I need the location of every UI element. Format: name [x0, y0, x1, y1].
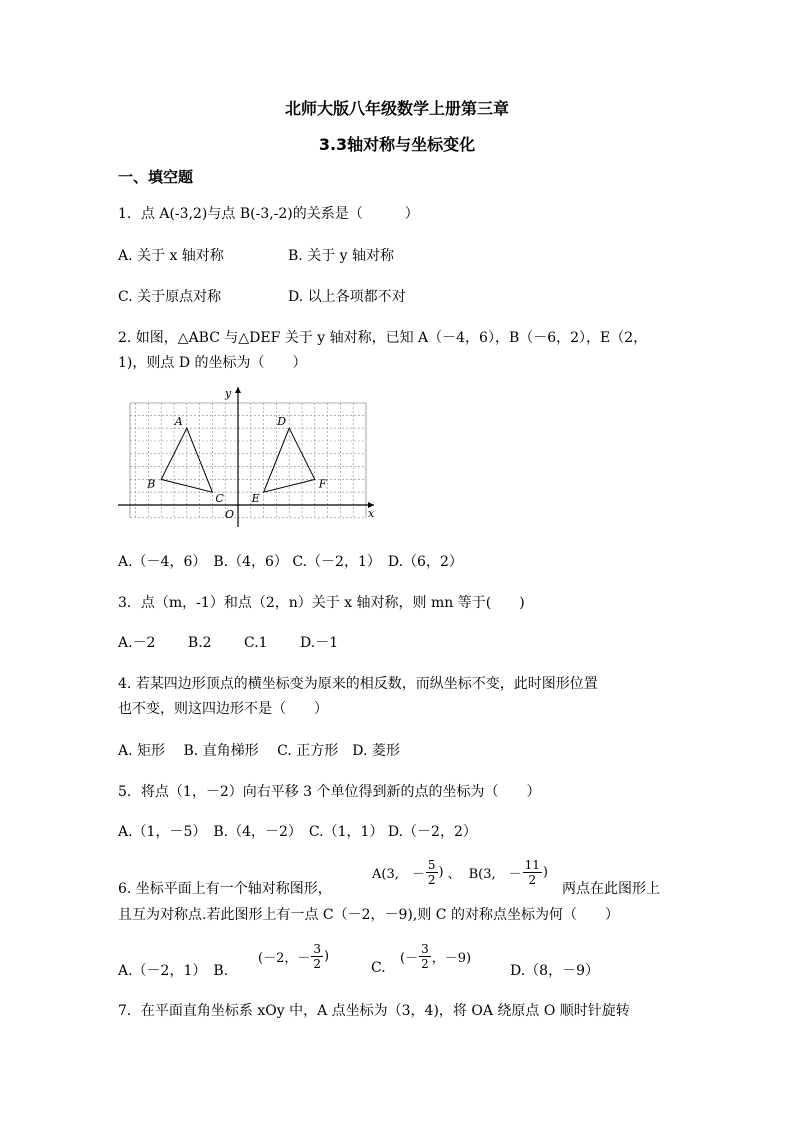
document-subtitle: 3.3轴对称与坐标变化: [318, 135, 476, 154]
q1-option-d: D. 以上各项都不对: [288, 289, 406, 305]
q6-option-b: [258, 942, 329, 971]
q6-separator: 、: [447, 867, 461, 882]
q6-option-c: [400, 942, 471, 971]
q2-options: A.（－4，6） B.（4，6） C.（－2，1） D.（6，2）: [118, 554, 463, 570]
q4-line-1: 4. 若某四边形顶点的横坐标变为原来的相反数，而纵坐标不变，此时图形位置: [118, 676, 598, 692]
q6-option-b-post: ): [323, 949, 330, 964]
label-c: C: [215, 492, 224, 506]
label-d: D: [277, 415, 287, 429]
q1-option-b: B. 关于 y 轴对称: [288, 248, 394, 264]
q6-point-a-pre: A(3, －: [372, 867, 425, 882]
q1-option-a: A. 关于 x 轴对称: [118, 248, 224, 264]
q6-point-b-den: 2: [528, 873, 537, 887]
document-title: 北师大版八年级数学上册第三章: [284, 99, 509, 118]
q6-option-b-pre: (－2，－: [258, 951, 311, 966]
q7-line-1: 7．在平面直角坐标系 xOy 中，A 点坐标为（3，4)，将 OA 绕原点 O 顺时针旋转: [118, 1003, 630, 1019]
q6-point-b-num: 11: [524, 858, 540, 872]
x-axis-label: x: [368, 507, 375, 520]
q6-point-b-post: ): [542, 865, 548, 880]
q6-option-c-fraction: [419, 942, 431, 971]
figure-grid: [130, 403, 366, 518]
q6-option-b-fraction: [311, 942, 323, 971]
q6-option-b-num: 3: [313, 942, 321, 956]
q6-option-d: D.（8，－9）: [510, 963, 599, 979]
q2-line-1: 2. 如图，△ABC 与△DEF 关于 y 轴对称，已知 A（－4，6），B（－6，2），E（2，: [118, 330, 648, 346]
coordinate-figure: [118, 385, 380, 527]
q1-option-c: C. 关于原点对称: [118, 289, 222, 305]
q6-point-b-pre: B(3, －: [468, 867, 522, 882]
label-f: F: [318, 477, 327, 491]
q6-option-b-den: 2: [313, 957, 321, 971]
q6-option-c-num: 3: [421, 942, 429, 956]
q6-option-a: A.（－2，1） B.: [118, 963, 229, 979]
q1-stem: 1．点 A(-3,2)与点 B(-3,-2)的关系是（ ）: [118, 206, 419, 222]
q6-line-2: 且互为对称点.若此图形上有一点 C（－2，－9),则 C 的对称点坐标为何（ ）: [118, 907, 619, 923]
q6-option-c-post: ，－9): [431, 951, 472, 966]
figure-axes: [118, 387, 374, 527]
q2-line-2: 1)，则点 D 的坐标为（ ）: [118, 355, 307, 371]
q6-line-1-post: 两点在此图形上: [562, 881, 660, 897]
label-e: E: [251, 492, 260, 506]
y-axis-label: y: [225, 387, 232, 400]
label-b: B: [147, 477, 156, 491]
q5-options: A.（1，－5） B.（4，－2） C.（1，1） D.（－2，2）: [118, 824, 477, 840]
q3-stem: 3．点（m，-1）和点（2，n）关于 x 轴对称，则 mn 等于( ): [118, 595, 525, 611]
q3-options: A.－2 B.2 C.1 D.－1: [118, 635, 339, 651]
q6-point-b-fraction: [523, 858, 542, 887]
q5-stem: 5．将点（1，－2）向右平移 3 个单位得到新的点的坐标为（ ）: [118, 784, 541, 800]
q6-point-a-fraction: [426, 858, 438, 887]
q6-option-c-label: C.: [371, 960, 386, 976]
label-a: A: [174, 415, 183, 429]
q6-line-1-pre: 6. 坐标平面上有一个轴对称图形，: [118, 881, 332, 897]
q6-point-a-post: ): [438, 865, 444, 880]
q4-options: A. 矩形 B. 直角梯形 C. 正方形 D. 菱形: [118, 743, 400, 759]
q6-option-c-den: 2: [421, 957, 429, 971]
q6-point-a: [372, 858, 548, 887]
q6-point-a-num: 5: [427, 858, 436, 872]
section-heading: 一、填空题: [118, 168, 194, 186]
q6-option-c-pre: (－: [400, 951, 419, 966]
q6-point-a-den: 2: [427, 873, 436, 887]
q4-line-2: 也不变，则这四边形不是（ ）: [118, 701, 328, 717]
origin-label: O: [225, 508, 235, 521]
y-axis-arrow: [235, 387, 241, 393]
